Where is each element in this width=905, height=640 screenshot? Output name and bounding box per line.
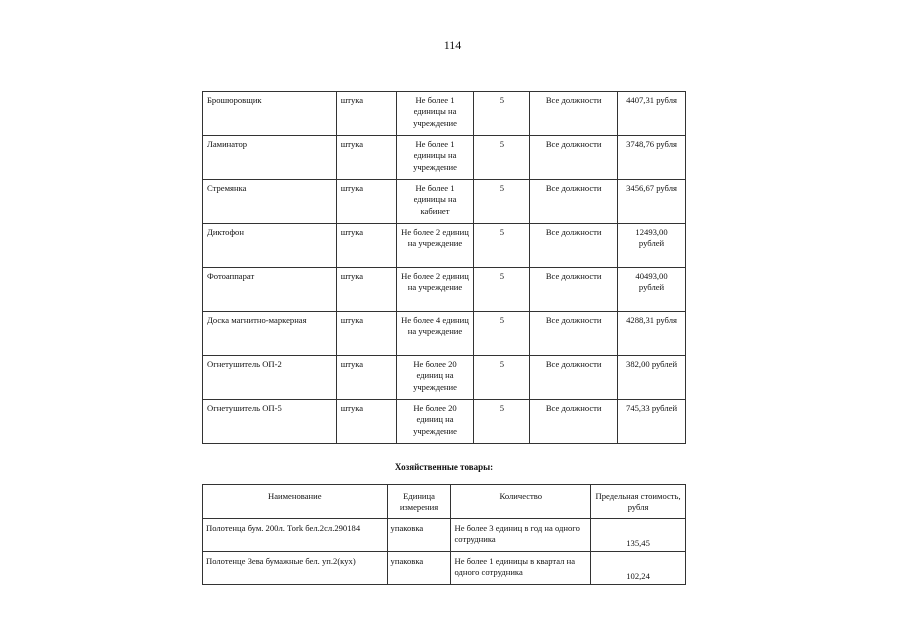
item-positions: Все должности — [530, 180, 618, 224]
section-title: Хозяйственные товары: — [394, 462, 494, 472]
item-positions: Все должности — [530, 400, 618, 444]
item-name: Огнетушитель ОП-5 — [203, 400, 337, 444]
item-name: Стремянка — [203, 180, 337, 224]
item-service-years: 5 — [474, 356, 530, 400]
item-name: Фотоаппарат — [203, 268, 337, 312]
item-price: 12493,00 рублей — [618, 224, 686, 268]
item-positions: Все должности — [530, 312, 618, 356]
table-row — [203, 552, 686, 585]
table-header-row — [203, 485, 686, 519]
goods-price: 102,24 — [591, 552, 686, 585]
item-unit: штука — [336, 268, 396, 312]
item-name: Огнетушитель ОП-2 — [203, 356, 337, 400]
item-service-years: 5 — [474, 312, 530, 356]
goods-unit: упаковка — [387, 519, 451, 552]
page-number: 114 — [443, 38, 462, 52]
item-positions: Все должности — [530, 356, 618, 400]
goods-name: Полотенце Зева бумажные бел. уп.2(кух) — [203, 552, 388, 585]
item-quantity: Не более 2 единиц на учреждение — [396, 224, 474, 268]
goods-name: Полотенца бум. 200л. Tork бел.2сл.290184 — [203, 519, 388, 552]
item-price: 4407,31 рубля — [618, 92, 686, 136]
table-row — [203, 180, 686, 224]
item-service-years: 5 — [474, 224, 530, 268]
item-positions: Все должности — [530, 92, 618, 136]
item-name: Доска магнитно-маркерная — [203, 312, 337, 356]
equipment-table — [202, 91, 686, 444]
item-unit: штука — [336, 312, 396, 356]
item-quantity: Не более 1 единицы на учреждение — [396, 92, 474, 136]
item-positions: Все должности — [530, 268, 618, 312]
item-unit: штука — [336, 136, 396, 180]
table-row — [203, 312, 686, 356]
table-row — [203, 92, 686, 136]
goods-quantity: Не более 3 единиц в год на одного сотрудника — [451, 519, 591, 552]
header-price: Предельная стоимость, рубля — [591, 485, 686, 519]
item-price: 3456,67 рубля — [618, 180, 686, 224]
table-row — [203, 136, 686, 180]
goods-quantity: Не более 1 единицы в квартал на одного сотрудника — [451, 552, 591, 585]
item-service-years: 5 — [474, 400, 530, 444]
header-quantity: Количество — [451, 485, 591, 519]
item-quantity: Не более 2 единиц на учреждение — [396, 268, 474, 312]
item-positions: Все должности — [530, 136, 618, 180]
item-price: 745,33 рублей — [618, 400, 686, 444]
item-name: Ламинатор — [203, 136, 337, 180]
item-price: 382,00 рублей — [618, 356, 686, 400]
item-quantity: Не более 20 единиц на учреждение — [396, 356, 474, 400]
table-row — [203, 268, 686, 312]
household-goods-table — [202, 484, 686, 585]
item-service-years: 5 — [474, 180, 530, 224]
item-unit: штука — [336, 224, 396, 268]
header-name: Наименование — [203, 485, 388, 519]
item-unit: штука — [336, 92, 396, 136]
table-row — [203, 519, 686, 552]
goods-unit: упаковка — [387, 552, 451, 585]
item-price: 3748,76 рубля — [618, 136, 686, 180]
header-unit: Единица измерения — [387, 485, 451, 519]
item-quantity: Не более 20 единиц на учреждение — [396, 400, 474, 444]
item-name: Диктофон — [203, 224, 337, 268]
item-unit: штука — [336, 180, 396, 224]
table-row — [203, 400, 686, 444]
item-quantity: Не более 1 единицы на кабинет — [396, 180, 474, 224]
item-unit: штука — [336, 356, 396, 400]
item-name: Брошюровщик — [203, 92, 337, 136]
item-service-years: 5 — [474, 92, 530, 136]
item-quantity: Не более 4 единиц на учреждение — [396, 312, 474, 356]
item-positions: Все должности — [530, 224, 618, 268]
item-quantity: Не более 1 единицы на учреждение — [396, 136, 474, 180]
item-service-years: 5 — [474, 268, 530, 312]
item-unit: штука — [336, 400, 396, 444]
item-service-years: 5 — [474, 136, 530, 180]
table-row — [203, 224, 686, 268]
goods-price: 135,45 — [591, 519, 686, 552]
item-price: 40493,00 рублей — [618, 268, 686, 312]
item-price: 4288,31 рубля — [618, 312, 686, 356]
table-row — [203, 356, 686, 400]
